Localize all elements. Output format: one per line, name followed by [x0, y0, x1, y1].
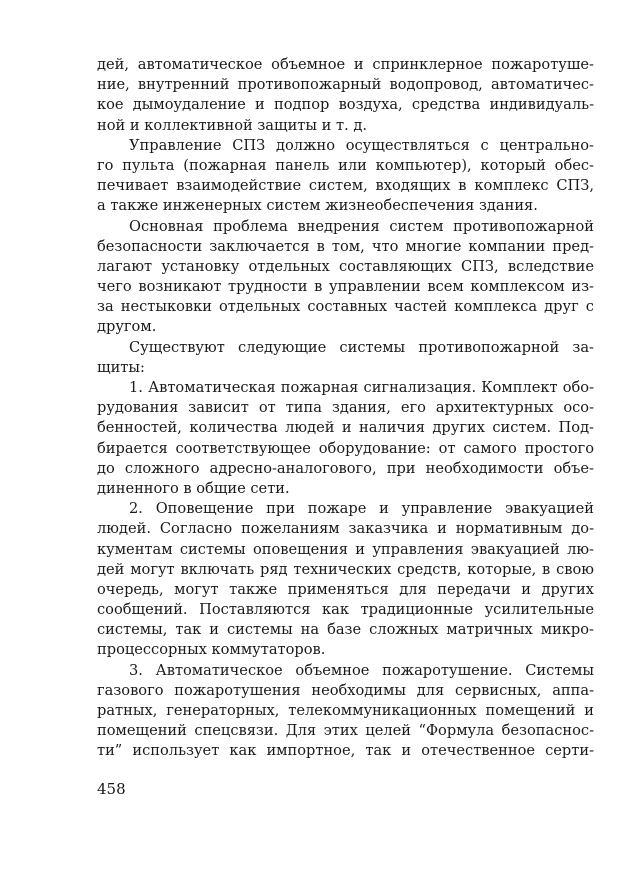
page-number: 458 — [97, 780, 126, 798]
text-line: ратных, генераторных, телекоммуникационных помещений и — [97, 702, 594, 719]
text-line: ти” использует как импортное, так и отечественное серти- — [97, 742, 594, 760]
text-line: очередь, могут также применяться для передачи и других — [97, 580, 594, 598]
text-line: лагают установку отдельных составляющих СПЗ, вследствие — [97, 257, 594, 275]
text-line: людей. Согласно пожеланиям заказчика и нормативным до- — [97, 520, 594, 538]
text-line: газового пожаротушения необходимы для сервисных, аппа- — [97, 681, 594, 699]
text-line: сообщений. Поставляются как традиционные усилительные — [97, 601, 594, 619]
list-item-1-first-line: 1. Автоматическая пожарная сигнализация. Комплект обо- — [129, 379, 594, 396]
text-line: другом. — [97, 318, 157, 336]
text-line: дей могут включать ряд технических средств, которые, в свою — [97, 560, 594, 578]
text-line: кое дымоудаление и подпор воздуха, средства индивидуаль- — [97, 96, 594, 114]
text-line: ной и коллективной защиты и т. д. — [97, 116, 367, 134]
text-line: системы, так и системы на базе сложных матричных микро- — [97, 621, 594, 639]
text-line: помещений спецсвязи. Для этих целей “Формула безопаснос- — [97, 722, 594, 740]
paragraph-first-line: Основная проблема внедрения систем противопожарной — [129, 217, 594, 235]
text-line: а также инженерных систем жизнеобеспечения здания. — [97, 197, 538, 215]
text-line: чего возникают трудности в управлении всем комплексом из- — [97, 278, 594, 296]
paragraph-first-line: Управление СПЗ должно осуществляться с центрально- — [129, 136, 594, 154]
text-line: щиты: — [97, 358, 145, 376]
text-line: печивает взаимодействие систем, входящих в комплекс СПЗ, — [97, 177, 594, 195]
text-line: дей, автоматическое объемное и спринклерное пожаротуше- — [97, 56, 594, 73]
text-line: бирается соответствующее оборудование: от самого простого — [97, 439, 594, 457]
text-line: кументам системы оповещения и управления эвакуацией лю- — [97, 540, 594, 558]
text-line: безопасности заключается в том, что многие компании пред- — [97, 237, 594, 255]
list-item-3-first-line: 3. Автоматическое объемное пожаротушение. Системы — [129, 661, 594, 679]
text-line: процессорных коммутаторов. — [97, 641, 326, 659]
paragraph-first-line: Существуют следующие системы противопожарной за- — [129, 338, 594, 356]
text-line: за нестыковки отдельных составных частей комплекса друг с — [97, 298, 594, 316]
text-line: ние, внутренний противопожарный водопровод, автоматичес- — [97, 76, 594, 94]
text-line: бенностей, количества людей и наличия других систем. Под- — [97, 419, 594, 437]
body-text — [97, 55, 594, 762]
text-line: го пульта (пожарная панель или компьютер), который обес- — [97, 156, 594, 174]
text-line: рудования зависит от типа здания, его архитектурных осо- — [97, 399, 594, 417]
list-item-2-first-line: 2. Оповещение при пожаре и управление эвакуацией — [129, 500, 594, 518]
text-line: диненного в общие сети. — [97, 479, 290, 497]
text-line: до сложного адресно-аналогового, при необходимости объе- — [97, 459, 594, 477]
